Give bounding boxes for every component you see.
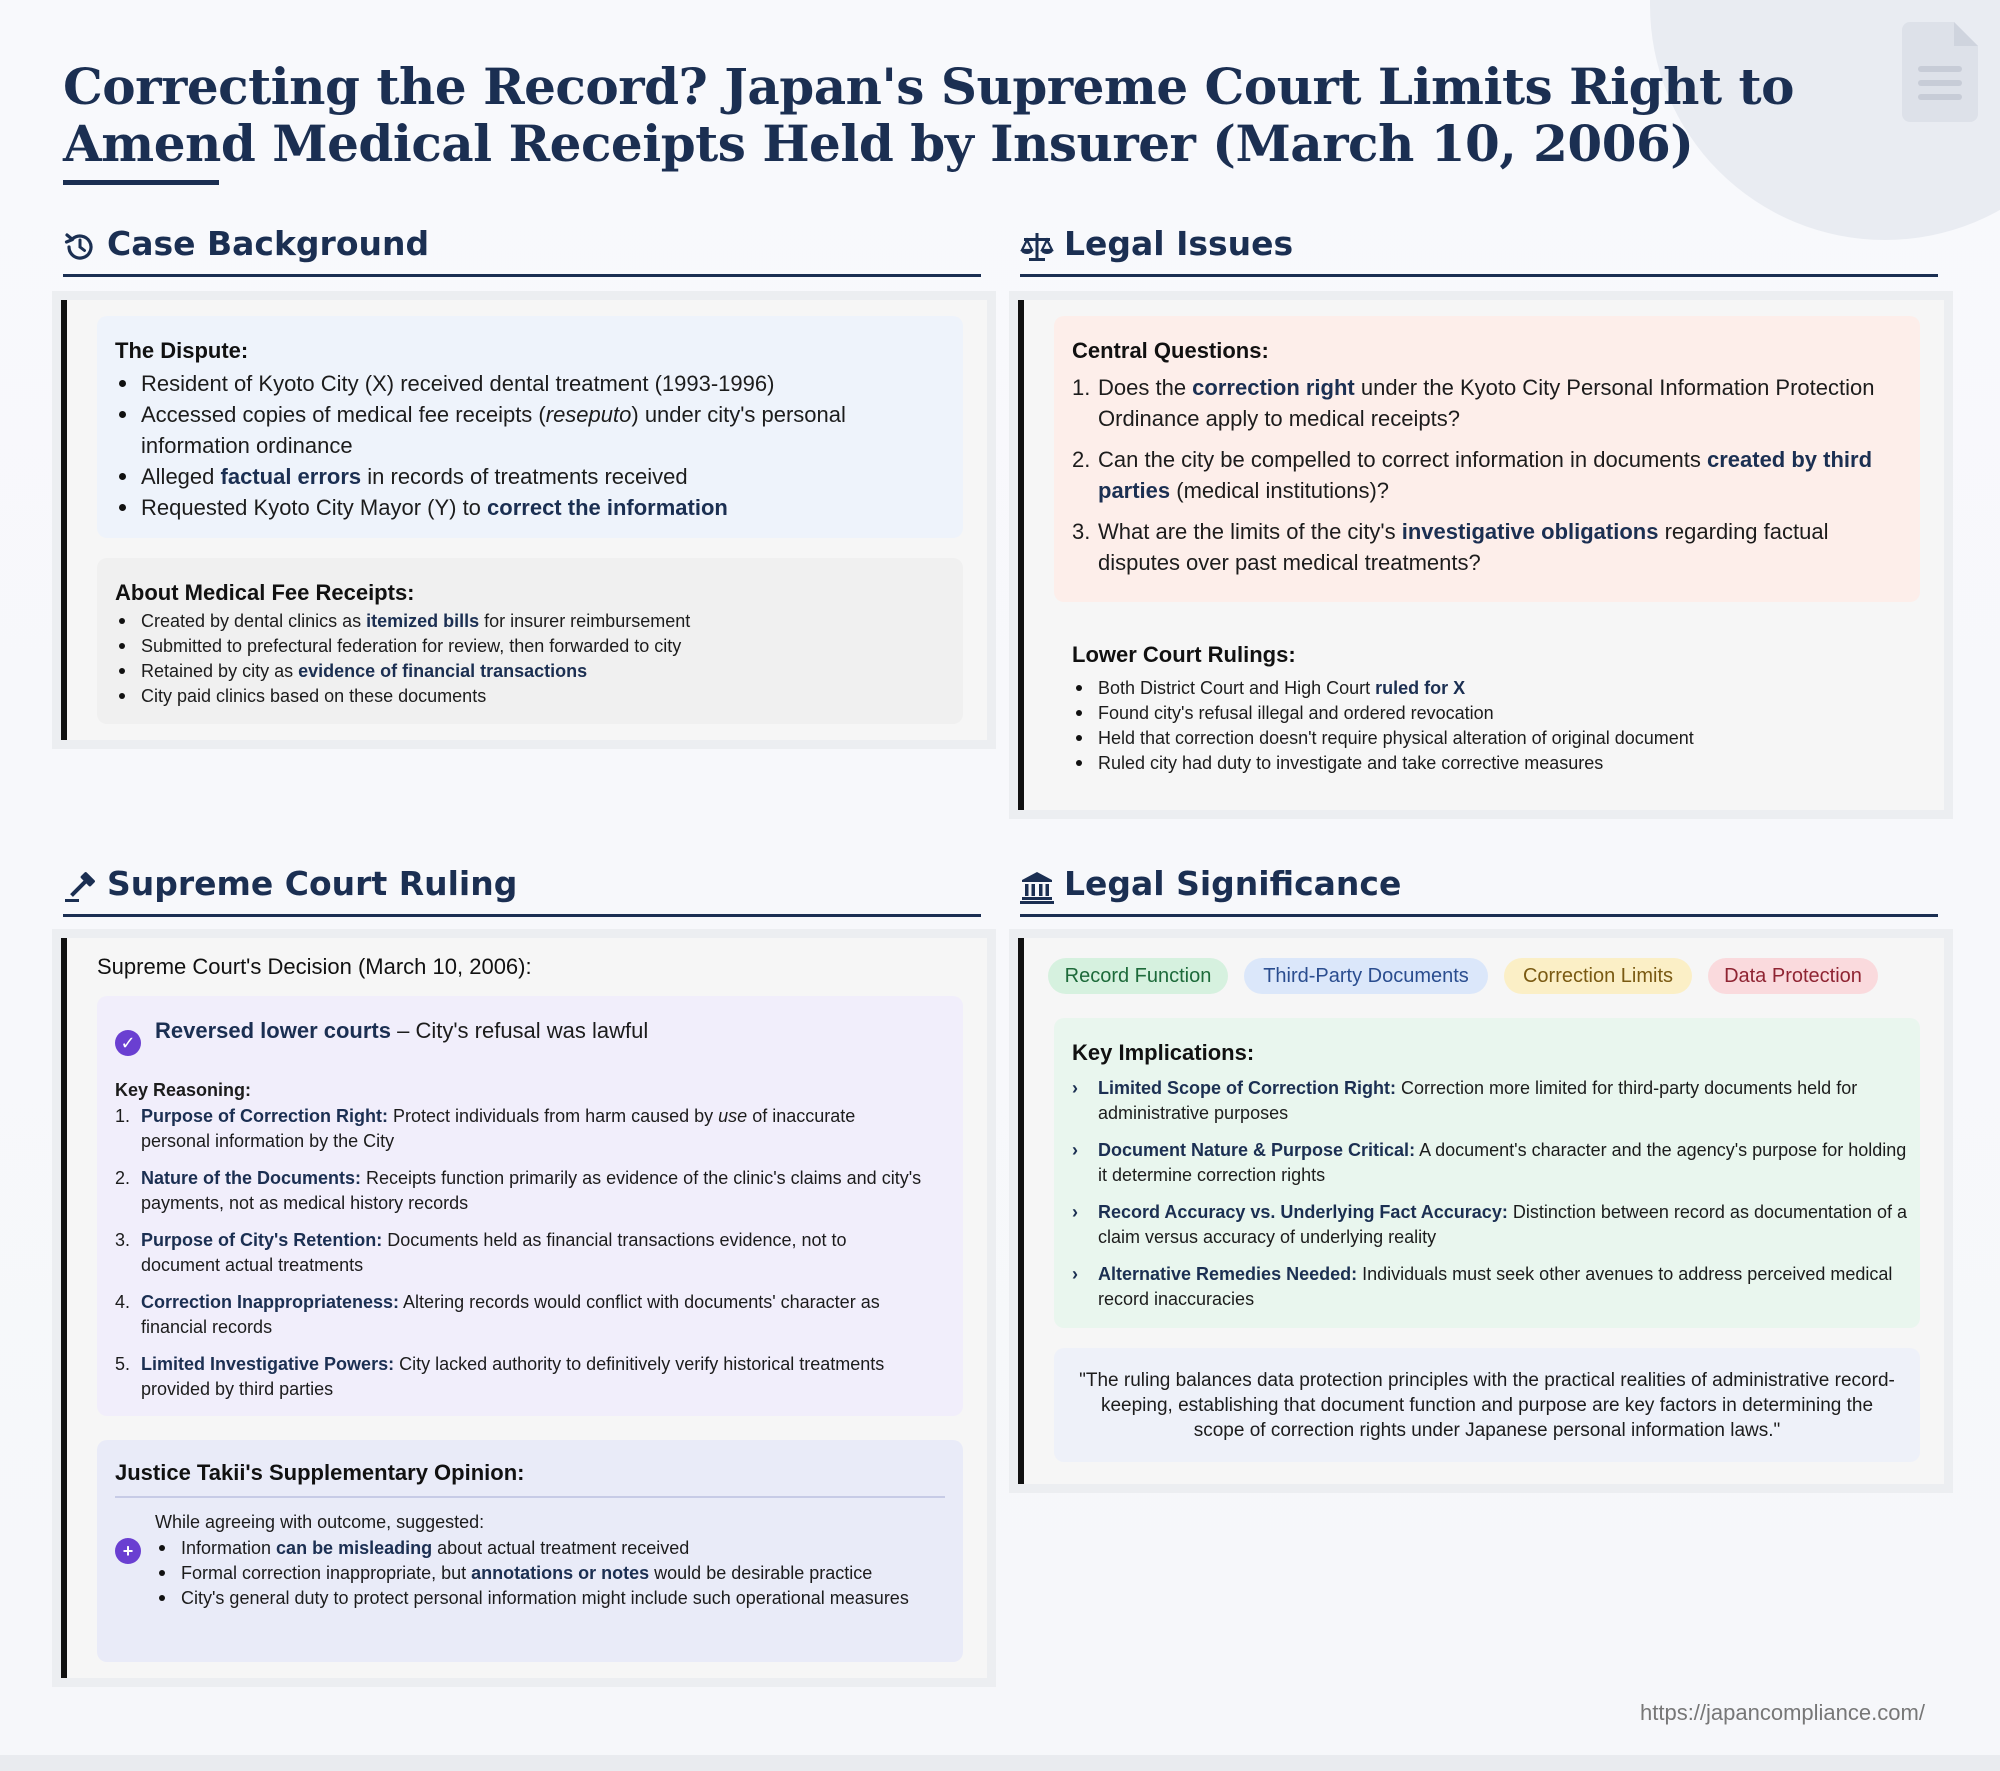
quote-text: "The ruling balances data protection principles with the practical realities of administrative record-keeping, establishing that document function and purpose are key factors in determining the scope of correction rights under Japanese personal information laws." [1079,1370,1895,1441]
case-background-panel [61,300,987,740]
item-text: Receipts function primarily as evidence of the clinic's claims and city's payments, not as medical history records [141,1168,922,1213]
implications-heading: Key Implications: [1072,1040,1255,1065]
item-italic: reseputo [545,402,632,427]
item-text: Can the city be compelled to correct information in documents [1098,447,1707,472]
item-text: Documents held as financial transactions evidence, not to document actual treatments [141,1230,847,1275]
question-item [1072,444,1892,506]
dispute-list [115,368,905,523]
item-text: about actual treatment received [432,1538,690,1558]
central-questions-list [1072,372,1892,588]
lower-court-item [1072,701,1912,726]
implication-item [1072,1200,1908,1250]
item-keyword: correct the information [487,495,728,520]
item-keyword: ruled for X [1375,678,1466,698]
tag-record-function: Record Function [1048,958,1228,994]
item-keyword: annotations or notes [471,1563,650,1583]
item-text: Resident of Kyoto City (X) received dental treatment (1993-1996) [141,371,775,396]
receipts-heading: About Medical Fee Receipts: [115,580,415,605]
item-number: 3. [1072,519,1091,544]
implication-item [1072,1262,1908,1312]
decision-outcome [155,1018,648,1044]
lower-court-item [1072,726,1912,751]
implications-box [1054,1018,1920,1328]
reasoning-heading: Key Reasoning: [115,1080,252,1100]
lower-court-item [1072,676,1912,701]
item-keyword: itemized bills [366,611,480,631]
item-keyword: investigative obligations [1401,519,1659,544]
item-text: Individuals must seek other avenues to address perceived medical record inaccuracies [1098,1264,1893,1309]
item-keyword: created by third parties [1098,447,1873,503]
reasoning-item [115,1228,925,1278]
scales-icon [1020,230,1054,264]
item-text: Alleged [141,464,221,489]
decision-box [97,996,963,1416]
item-text: of inaccurate personal information by the City [141,1106,856,1151]
item-keyword: Nature of the Documents: [141,1168,362,1188]
receipt-item [115,634,935,659]
item-text: Requested Kyoto City Mayor (Y) to [141,495,488,520]
item-text: City's general duty to protect personal information might include such operational measures [181,1588,909,1608]
item-text: Held that correction doesn't require physical alteration of original document [1098,728,1694,748]
opinion-item [155,1536,935,1561]
item-keyword: Purpose of Correction Right: [141,1106,388,1126]
question-item [1072,516,1892,578]
receipt-item [115,659,935,684]
item-text: Protect individuals from harm caused by [388,1106,719,1126]
item-text: Does the [1098,375,1193,400]
item-number: 5. [115,1354,131,1374]
lower-court-list [1072,676,1912,776]
opinion-item [155,1561,935,1586]
plus-circle-icon: + [115,1538,141,1564]
item-text: City paid clinics based on these documents [141,686,487,706]
item-text: Retained by city as [141,661,299,681]
gavel-icon [63,870,97,904]
item-text: Submitted to prefectural federation for review, then forwarded to city [141,636,682,656]
item-number: 2. [115,1168,131,1188]
implication-item [1072,1138,1908,1188]
item-keyword: Document Nature & Purpose Critical: [1098,1140,1416,1160]
opinion-divider [115,1496,945,1498]
dispute-item [115,368,905,399]
section-title: Legal Significance [1064,864,1402,903]
item-text: Formal correction inappropriate, but [181,1563,472,1583]
item-keyword: can be misleading [276,1538,433,1558]
item-keyword: Purpose of City's Retention: [141,1230,383,1250]
item-text: under the Kyoto City Personal Information Protection Ordinance apply to medical receipts? [1098,375,1875,431]
item-keyword: Limited Investigative Powers: [141,1354,395,1374]
item-text: What are the limits of the city's [1098,519,1402,544]
chevron-right-icon: › [1072,1202,1078,1222]
page-title: Correcting the Record? Japan's Supreme Court Limits Right to Amend Medical Receipts Held by Insurer (March 10, 2006) [63,57,1794,173]
item-number: 1. [1072,375,1091,400]
dispute-heading: The Dispute: [115,338,249,363]
opinion-item [155,1586,935,1611]
chevron-right-icon: › [1072,1078,1078,1098]
item-text: Created by dental clinics as [141,611,367,631]
item-text: would be desirable practice [649,1563,873,1583]
dispute-item [115,399,905,461]
item-text: (medical institutions)? [1170,478,1390,503]
title-underline [63,180,219,185]
dispute-item [115,461,905,492]
lower-court-item [1072,751,1912,776]
item-keyword: factual errors [220,464,362,489]
opinion-heading: Justice Takii's Supplementary Opinion: [115,1460,525,1485]
item-number: 4. [115,1292,131,1312]
section-title: Legal Issues [1064,224,1294,263]
item-keyword: Limited Scope of Correction Right: [1098,1078,1397,1098]
tag-data-protection: Data Protection [1708,958,1878,994]
dispute-item [115,492,905,523]
check-circle-icon: ✓ [115,1030,141,1056]
item-italic: use [718,1106,748,1126]
legal-issues-panel [1018,300,1944,810]
item-text: Ruled city had duty to investigate and take corrective measures [1098,753,1604,773]
item-text: City lacked authority to definitively verify historical treatments provided by third parties [141,1354,885,1399]
history-icon [63,230,97,264]
item-number: 3. [115,1230,131,1250]
tag-third-party-documents: Third-Party Documents [1244,958,1488,994]
item-text: Found city's refusal illegal and ordered revocation [1098,703,1494,723]
reasoning-item [115,1352,925,1402]
bottom-bar [0,1755,2000,1771]
section-header-background [63,222,981,277]
supreme-court-panel [61,938,987,1678]
chevron-right-icon: › [1072,1140,1078,1160]
item-text: Both District Court and High Court [1098,678,1376,698]
footer-url[interactable]: https://japancompliance.com/ [1640,1700,1925,1725]
item-number: 1. [115,1106,131,1126]
item-keyword: Correction Inappropriateness: [141,1292,400,1312]
opinion-list [155,1536,935,1611]
item-keyword: evidence of financial transactions [298,661,588,681]
central-questions-heading: Central Questions: [1072,338,1269,363]
receipt-item [115,609,935,634]
section-header-significance [1020,862,1938,917]
section-title: Case Background [107,224,430,263]
item-text: regarding factual disputes over past medical treatments? [1098,519,1829,575]
dispute-box [97,316,963,538]
item-keyword: correction right [1192,375,1355,400]
receipts-list [115,609,935,709]
legal-significance-panel [1018,938,1944,1484]
item-text: in records of treatments received [361,464,688,489]
item-text: Distinction between record as documentation of a claim versus accuracy of underlying reality [1098,1202,1908,1247]
section-title: Supreme Court Ruling [107,864,518,903]
chevron-right-icon: › [1072,1264,1078,1284]
institution-icon [1020,870,1054,904]
lower-court-heading: Lower Court Rulings: [1072,642,1296,667]
item-text: Accessed copies of medical fee receipts ( [141,402,546,427]
receipts-box [97,558,963,724]
reasoning-item [115,1290,925,1340]
outcome-text: – City's refusal was lawful [390,1018,649,1043]
item-text: A document's character and the agency's purpose for holding it determine correction rights [1098,1140,1907,1185]
receipt-item [115,684,935,709]
implications-list [1072,1076,1908,1324]
decision-heading: Supreme Court's Decision (March 10, 2006): [97,954,532,979]
section-header-ruling [63,862,981,917]
reasoning-item [115,1166,925,1216]
item-text: Correction more limited for third-party documents held for administrative purposes [1098,1078,1858,1123]
outcome-keyword: Reversed lower courts [155,1018,391,1043]
central-questions-box [1054,316,1920,602]
reasoning-item [115,1104,925,1154]
quote-box [1054,1348,1920,1462]
implication-item [1072,1076,1908,1126]
item-keyword: Record Accuracy vs. Underlying Fact Accuracy: [1098,1202,1508,1222]
opinion-box [97,1440,963,1662]
item-keyword: Alternative Remedies Needed: [1098,1264,1358,1284]
item-text: Information [181,1538,277,1558]
section-header-issues [1020,222,1938,277]
item-text: for insurer reimbursement [479,611,691,631]
item-number: 2. [1072,447,1091,472]
item-text: ) under city's personal information ordinance [141,402,846,458]
item-text: Altering records would conflict with documents' character as financial records [141,1292,880,1337]
opinion-intro: While agreeing with outcome, suggested: [155,1512,485,1532]
tag-correction-limits: Correction Limits [1504,958,1692,994]
reasoning-list [115,1104,925,1414]
question-item [1072,372,1892,434]
